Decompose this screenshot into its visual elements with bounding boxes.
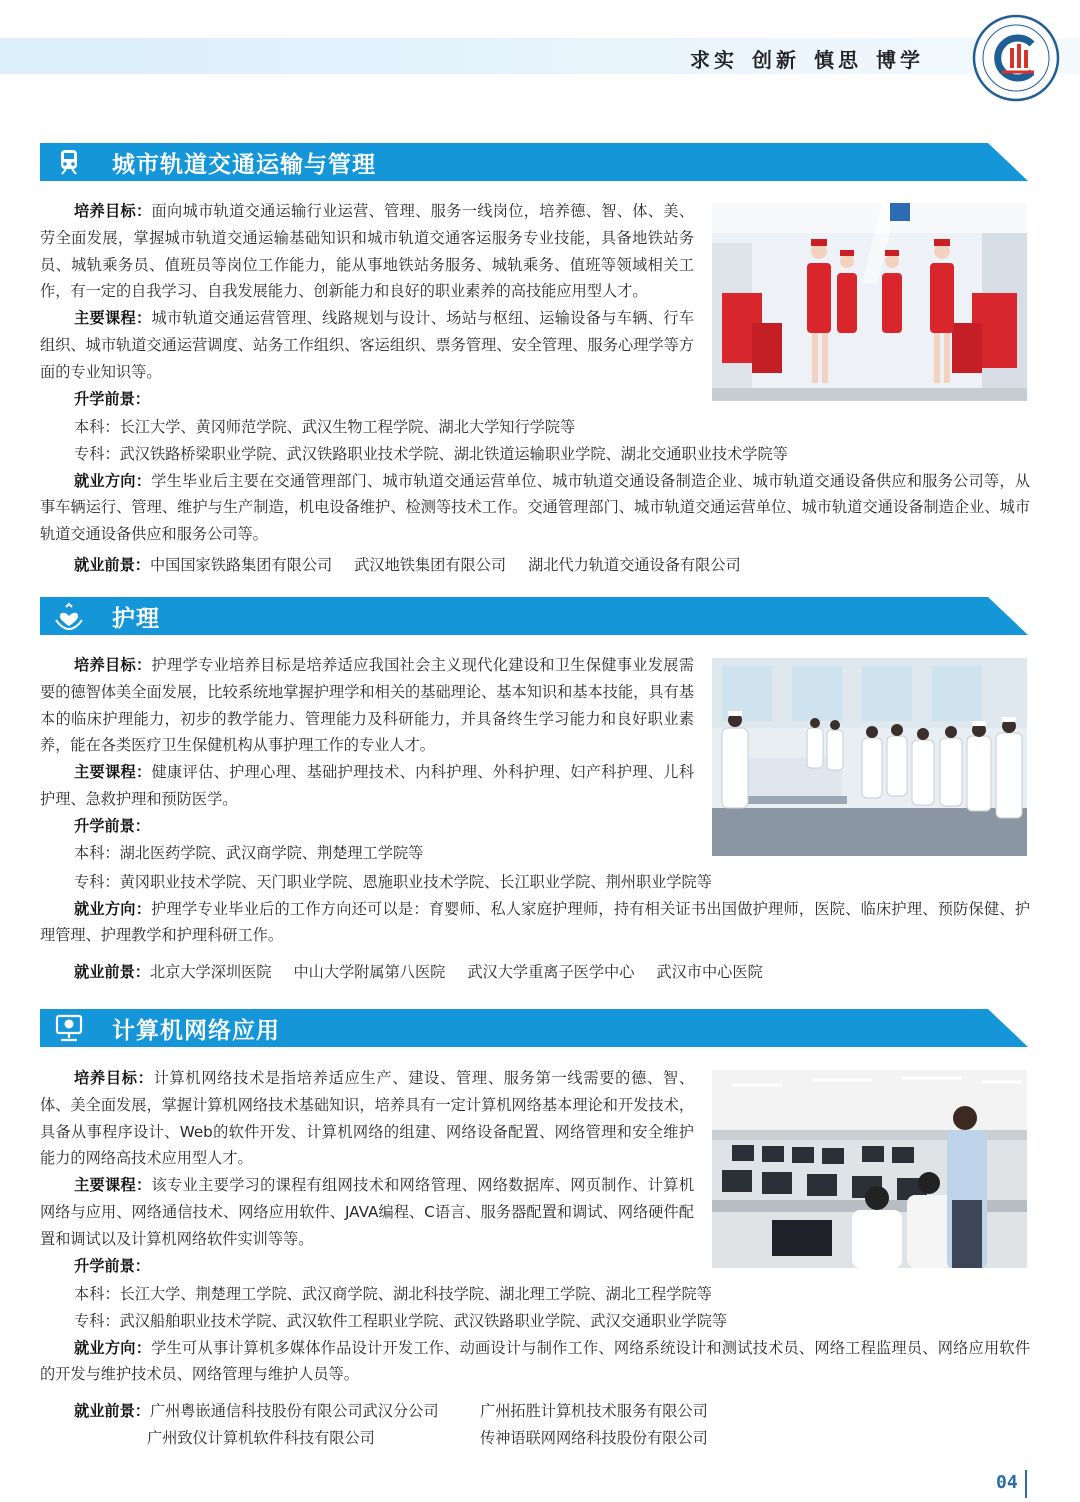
photo-nursing-class: [712, 658, 1027, 856]
section-title: 城市轨道交通运输与管理: [112, 152, 376, 178]
section-rail-details: 本科：长江大学、黄冈师范学院、武汉生物工程学院、湖北大学知行学院等 专科：武汉铁路桥梁职业学院、武汉铁路职业技术学院、湖北铁道运输职业学院、湖北交通职业技术学院等 就业方向：学生毕业后主要在交通管理部门、城市轨道交通运营单位、城市轨道交通设备制造企业、城市轨道交通设备供应和服务公司等，从事车辆运行、管理、维护与生产制造，机电设备维护、检测等技术工作。交通管理部门、城市轨道交通运营单位、城市轨道交通设备制造企业、城市轨道交通设备供应和服务公司等。 就业前景：中国国家铁路集团有限公司 武汉地铁集团有限公司 湖北代力轨道交通设备有限公司: [40, 418, 1031, 574]
section-header-rail: [40, 143, 1028, 181]
section-network-intro: 培养目标：计算机网络技术是指培养适应生产、建设、管理、服务第一线需要的德、智、体、美全面发展，掌握计算机网络技术基础知识，培养具有一定计算机网络基本理论和开发技术，具备从事程序设计、Web的软件开发、计算机网络的组建、网络设备配置、网络管理和安全维护能力的网络高技术应用型人才。 主要课程：该专业主要学习的课程有组网技术和网络管理、网络数据库、网页制作、计算机网络与应用、网络通信技术、网络应用软件、JAVA编程、C语言、服务器配置和调试、网络硬件配置和调试以及计算机网络软件实训等等。 升学前景：: [40, 1069, 695, 1275]
photo-computer-lab: [712, 1070, 1027, 1268]
section-nursing-intro: 培养目标：护理学专业培养目标是培养适应我国社会主义现代化建设和卫生保健事业发展需要的德智体美全面发展，比较系统地掌握护理学和相关的基础理论、基本知识和基本技能，具有基本的临床护理能力，初步的教学能力、管理能力及科研能力，并具备终生学习能力和良好职业素养，能在各类医疗卫生保健机构从事护理工作的专业人才。 主要课程：健康评估、护理心理、基础护理技术、内科护理、外科护理、妇产科护理、儿科护理、急救护理和预防医学。 升学前景：: [40, 656, 695, 835]
section-header-nursing: [40, 597, 1028, 635]
section-title: 护理: [112, 606, 160, 632]
photo-rail-attendants: [712, 203, 1027, 401]
heart-hand-icon: [54, 602, 84, 630]
section-nursing-details: 本科：湖北医药学院、武汉商学院、荆楚理工学院等 专科：黄冈职业技术学院、天门职业学院、恩施职业技术学院、长江职业学院、荆州职业学院等 就业方向：护理学专业毕业后的工作方向还可以是：育婴师、私人家庭护理师，持有相关证书出国做护理师，医院、临床护理、预防保健、护理管理、护理教学和护理科研工作。 就业前景：北京大学深圳医院 中山大学附属第八医院 武汉大学重离子医学中心 武汉市中心医院: [40, 844, 1031, 982]
section-rail-intro: 培养目标：面向城市轨道交通运输行业运营、管理、服务一线岗位，培养德、智、体、美、劳全面发展，掌握城市轨道交通运输基础知识和城市轨道交通客运服务专业技能，具备地铁站务员、城轨乘务员、值班员等岗位工作能力，能从事地铁站务服务、城轨乘务、值班等领域相关工作，有一定的自我学习、自我发展能力、创新能力和良好的职业素养的高技能应用型人才。 主要课程：城市轨道交通运营管理、线路规划与设计、场站与枢纽、运输设备与车辆、行车组织、城市轨道交通运营调度、站务工作组织、客运组织、票务管理、安全管理、服务心理学等方面的专业知识等。 升学前景：: [40, 202, 695, 408]
page-number: 04: [996, 1472, 1018, 1493]
school-logo-icon: [972, 14, 1060, 102]
computer-network-icon: [54, 1014, 84, 1042]
section-network-prospects: 就业前景：广州粤嵌通信科技股份有限公司武汉分公司 广州拓胜计算机技术服务有限公司 广州致仪计算机软件科技有限公司 传神语联网网络科技股份有限公司: [74, 1402, 708, 1447]
train-icon: [54, 148, 84, 176]
section-title: 计算机网络应用: [112, 1018, 280, 1044]
page-number-rule: [1025, 1470, 1027, 1498]
section-network-details: 本科：长江大学、荆楚理工学院、武汉商学院、湖北科技学院、湖北理工学院、湖北工程学院等 专科：武汉船舶职业技术学院、武汉软件工程职业学院、武汉铁路职业学院、武汉交通职业学院等 就业方向：学生可从事计算机多媒体作品设计开发工作、动画设计与制作工作、网络系统设计和测试技术员、网络工程监理员、网络应用软件的开发与维护技术员、网络管理与维护人员等。: [40, 1285, 1031, 1384]
school-motto: 求实 创新 慎思 博学: [690, 48, 924, 72]
section-header-network: [40, 1009, 1028, 1047]
